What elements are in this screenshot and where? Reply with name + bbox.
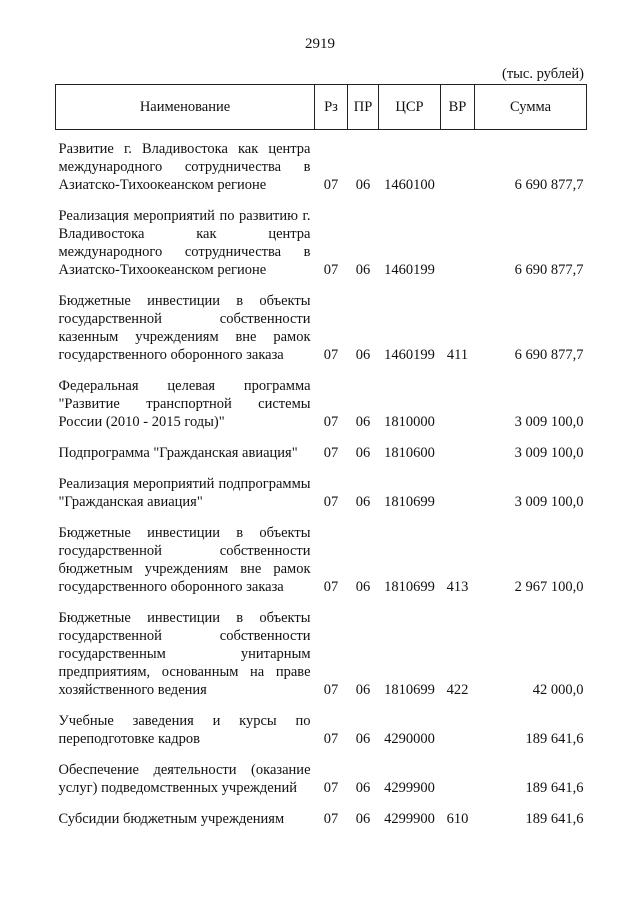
row-pr: 06 xyxy=(355,780,371,796)
row-csr: 1810600 xyxy=(384,445,435,461)
row-vr: 422 xyxy=(446,682,469,698)
row-sum: 3 009 100,0 xyxy=(514,494,584,510)
row-rz: 07 xyxy=(323,780,339,796)
row-sum: 42 000,0 xyxy=(532,682,584,698)
row-name: Субсидии бюджетным учреждениям xyxy=(58,811,285,827)
row-csr: 1460100 xyxy=(384,177,435,193)
row-vr: 413 xyxy=(446,579,469,595)
row-vr xyxy=(441,207,475,279)
table-row xyxy=(56,475,587,511)
row-gap-cell xyxy=(56,699,587,712)
row-rz: 07 xyxy=(323,347,339,363)
row-sum: 2 967 100,0 xyxy=(514,579,584,595)
table-row xyxy=(56,140,587,194)
row-rz: 07 xyxy=(323,414,339,430)
header-pr: ПР xyxy=(348,85,379,130)
row-gap xyxy=(56,279,587,292)
row-name: Учебные заведения и курсы по переподготовке кадров xyxy=(58,713,311,747)
row-csr: 1810699 xyxy=(384,579,435,595)
table-body xyxy=(56,130,587,829)
row-sum: 6 690 877,7 xyxy=(514,177,584,193)
row-gap xyxy=(56,130,587,141)
row-vr: 411 xyxy=(446,347,469,363)
row-pr: 06 xyxy=(355,682,371,698)
row-sum: 189 641,6 xyxy=(525,731,584,747)
table-row xyxy=(56,524,587,596)
row-vr xyxy=(441,712,475,748)
row-vr: 610 xyxy=(446,811,469,827)
row-sum: 6 690 877,7 xyxy=(514,262,584,278)
row-name: Развитие г. Владивостока как центра международного сотрудничества в Азиатско-Тихоокеанском регионе xyxy=(58,141,311,193)
row-rz: 07 xyxy=(323,445,339,461)
row-gap-cell xyxy=(56,797,587,810)
row-rz: 07 xyxy=(323,811,339,827)
row-rz: 07 xyxy=(323,579,339,595)
row-gap-cell xyxy=(56,194,587,207)
row-pr: 06 xyxy=(355,445,371,461)
page-number: 2919 xyxy=(305,36,335,52)
row-gap-cell xyxy=(56,130,587,141)
row-sum: 3 009 100,0 xyxy=(514,445,584,461)
row-gap xyxy=(56,194,587,207)
row-csr: 1460199 xyxy=(384,347,435,363)
row-rz: 07 xyxy=(323,682,339,698)
row-gap xyxy=(56,596,587,609)
row-gap xyxy=(56,748,587,761)
row-name: Бюджетные инвестиции в объекты государственной собственности государственным унитарным предприятиям, основанным на праве хозяйственного ведения xyxy=(58,610,311,698)
table-row xyxy=(56,761,587,797)
row-rz: 07 xyxy=(323,731,339,747)
table-row xyxy=(56,292,587,364)
row-sum: 3 009 100,0 xyxy=(514,414,584,430)
header-name: Наименование xyxy=(56,85,315,130)
row-gap xyxy=(56,699,587,712)
row-pr: 06 xyxy=(355,811,371,827)
row-pr: 06 xyxy=(355,494,371,510)
row-vr xyxy=(441,475,475,511)
budget-table xyxy=(55,84,587,828)
row-rz: 07 xyxy=(323,262,339,278)
row-gap-cell xyxy=(56,511,587,524)
row-gap-cell xyxy=(56,279,587,292)
row-pr: 06 xyxy=(355,579,371,595)
row-gap xyxy=(56,462,587,475)
table-row xyxy=(56,609,587,699)
row-sum: 189 641,6 xyxy=(525,780,584,796)
row-gap-cell xyxy=(56,462,587,475)
row-gap xyxy=(56,364,587,377)
row-gap-cell xyxy=(56,748,587,761)
row-csr: 1810699 xyxy=(384,494,435,510)
row-gap xyxy=(56,511,587,524)
row-gap-cell xyxy=(56,431,587,444)
header-vr: ВР xyxy=(441,85,475,130)
row-pr: 06 xyxy=(355,414,371,430)
row-name: Реализация мероприятий по развитию г. Владивостока как центра международного сотрудничества в Азиатско-Тихоокеанском регионе xyxy=(58,208,311,278)
header-rz: Рз xyxy=(315,85,348,130)
table-row xyxy=(56,810,587,828)
row-name: Бюджетные инвестиции в объекты государственной собственности казенным учреждениям вне рамок государственного оборонного заказа xyxy=(58,293,311,363)
row-sum: 189 641,6 xyxy=(525,811,584,827)
row-csr: 1460199 xyxy=(384,262,435,278)
row-name: Бюджетные инвестиции в объекты государственной собственности бюджетным учреждениям вне рамок государственного оборонного заказа xyxy=(58,525,311,595)
table-row xyxy=(56,712,587,748)
row-csr: 4299900 xyxy=(384,811,435,827)
row-csr: 4290000 xyxy=(384,731,435,747)
header-sum: Сумма xyxy=(475,85,587,130)
row-sum: 6 690 877,7 xyxy=(514,347,584,363)
row-vr xyxy=(441,377,475,431)
row-gap xyxy=(56,797,587,810)
table-header-row xyxy=(56,85,587,130)
table-row xyxy=(56,377,587,431)
row-name: Реализация мероприятий подпрограммы "Гражданская авиация" xyxy=(58,476,311,510)
table-row xyxy=(56,444,587,462)
row-gap-cell xyxy=(56,596,587,609)
row-csr: 1810699 xyxy=(384,682,435,698)
row-vr xyxy=(441,140,475,194)
row-gap xyxy=(56,431,587,444)
row-pr: 06 xyxy=(355,177,371,193)
row-pr: 06 xyxy=(355,731,371,747)
row-gap-cell xyxy=(56,364,587,377)
units-label: (тыс. рублей) xyxy=(502,66,584,82)
row-vr xyxy=(441,444,475,462)
table-row xyxy=(56,207,587,279)
row-name: Подпрограмма "Гражданская авиация" xyxy=(58,445,298,461)
row-csr: 4299900 xyxy=(384,780,435,796)
row-pr: 06 xyxy=(355,262,371,278)
row-rz: 07 xyxy=(323,177,339,193)
header-csr: ЦСР xyxy=(379,85,441,130)
row-rz: 07 xyxy=(323,494,339,510)
row-name: Федеральная целевая программа "Развитие транспортной системы России (2010 - 2015 годы)" xyxy=(58,378,311,430)
row-pr: 06 xyxy=(355,347,371,363)
row-name: Обеспечение деятельности (оказание услуг) подведомственных учреждений xyxy=(58,762,311,796)
row-vr xyxy=(441,761,475,797)
row-csr: 1810000 xyxy=(384,414,435,430)
